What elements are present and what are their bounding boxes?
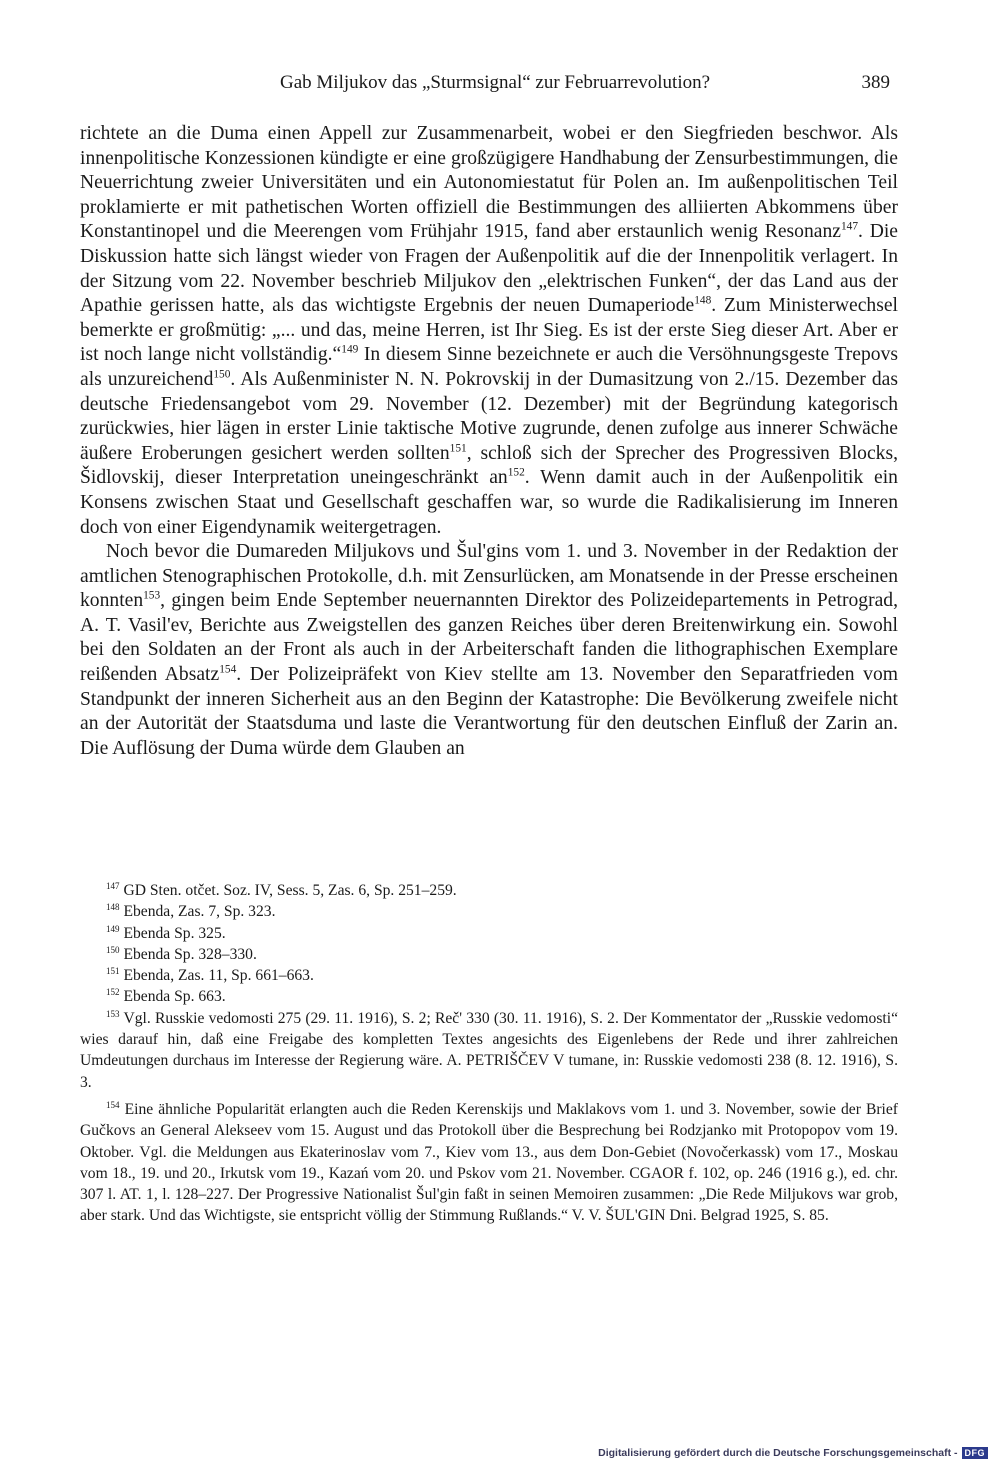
footnote-152 <box>80 986 898 1007</box>
footnote-number: 149 <box>106 923 120 934</box>
footnote-ref-154: 154 <box>219 663 237 676</box>
footnote-text: Ebenda, Zas. 7, Sp. 323. <box>123 903 276 921</box>
paragraph-1 <box>80 122 898 540</box>
footnote-number: 151 <box>106 966 120 976</box>
footnote-150 <box>80 944 898 965</box>
text-run: . Zum Ministerwechsel bemerkte er großmütig: „... und das, meine Herren, ist Ihr Sieg. Es ist der erste Sieg dieser Art. Aber er ist noch lange nicht vollständig.“ <box>80 295 898 366</box>
footnote-text: Ebenda, Zas. 11, Sp. 661–663. <box>123 967 314 985</box>
running-header <box>80 66 898 100</box>
text-run: . Als Außenminister N. N. Pokrovskij in der Dumasitzung von 2./15. Dezember das deutsche Friedensangebot vom 29. November (12. Dezember) mit der Begründung kategorisch zurückwies, hier lägen in erster Linie taktische Motive zugrunde, denen zufolge aus innerer Schwäche äußere Eroberungen gesichert werden sollten <box>80 368 898 464</box>
footnote-151 <box>80 965 898 986</box>
footnote-ref-150: 150 <box>213 368 231 381</box>
text-run: Noch bevor die Dumareden Miljukovs und Šul'gins vom 1. und 3. November in der Redaktion der amtlichen Stenographischen Protokolle, d.h. mit Zensurlücken, am Monatsende in der Presse erscheinen konnten <box>80 541 898 612</box>
footnote-text: Eine ähnliche Popularität erlangten auch die Reden Kerenskijs und Maklakovs vom 1. und 3. November, sowie der Brief Gučkovs an General Alekseev vom 15. August und das Protokoll über die Besprechung bei Rodzjanko mit Protopopov vom 19. Oktober. Vgl. die Meldungen aus Ekaterinoslav vom 7., Kiev vom 13., aus dem Don-Gebiet (Novočerkassk) vom 17., Moskau vom 18., 19. und 20., Irkutsk vom 19., Kazań vom 20. und Pskov vom 21. November. CGAOR f. 102, op. 246 (1916 g.), ed. chr. 307 l. AT. 1, l. 128–227. Der Progressive Nationalist Šul'gin faßt in seinen Memoiren zusammen: „Die Rede Miljukovs war grob, aber stark. Und das Wichtigste, sie entspricht völlig der Stimmung Rußlands.“ V. V. ŠUL'GIN Dni. Belgrad 1925, S. 85. <box>80 1100 898 1225</box>
dfg-logo: DFG <box>962 1447 989 1459</box>
footnote-149 <box>80 923 898 944</box>
footnote-153 <box>80 1008 898 1093</box>
footnote-text: Ebenda Sp. 325. <box>123 924 226 942</box>
paragraph-2 <box>80 540 898 761</box>
footnote-ref-147: 147 <box>840 220 858 233</box>
footnote-ref-153: 153 <box>143 589 161 602</box>
text-run: In diesem Sinne bezeichnete er auch die Versöhnungsgeste Trepovs als unzureichend <box>80 344 898 390</box>
text-run: , schloß sich der Sprecher des Progressiven Blocks, Šidlovskij, dieser Interpretation uneingeschränkt an <box>80 442 898 489</box>
footnote-number: 154 <box>106 1099 120 1110</box>
footnote-154 <box>80 1099 898 1227</box>
credit-text: Digitalisierung gefördert durch die Deutsche Forschungsgemeinschaft - <box>598 1447 958 1459</box>
body-text <box>80 122 898 761</box>
text-run: . Die Diskussion hatte sich längst wieder von Fragen der Außenpolitik auf die der Innenpolitik verlagert. In der Sitzung vom 22. November beschrieb Miljukov den „elektrischen Funken“, der das Land aus der Apathie gerissen hatte, als das wichtigste Ergebnis der neuen Dumaperiode <box>80 221 898 317</box>
footnote-text: GD Sten. otčet. Soz. IV, Sess. 5, Zas. 6, Sp. 251–259. <box>123 882 457 899</box>
footnote-number: 152 <box>106 987 120 998</box>
running-title: Gab Miljukov das „Sturmsignal“ zur Februarrevolution? <box>280 72 711 93</box>
text-run: , gingen beim Ende September neuernannten Direktor des Polizeidepartements in Petrograd, A. T. Vasil'ev, Berichte aus Zweigstellen des ganzen Reiches über deren Breitenwirkung ein. Sowohl bei den Soldaten an der Front als auch in der Arbeiterschaft fanden die lithographischen Exemplare reißenden Absatz <box>80 590 898 686</box>
footnote-text: Ebenda Sp. 328–330. <box>123 945 257 963</box>
footnote-148 <box>80 901 898 922</box>
text-run: . Wenn damit auch in der Außenpolitik ein Konsens zwischen Staat und Gesellschaft geschaffen war, so wurde die Radikalisierung im Inneren doch von einer Eigendynamik weitergetragen. <box>80 467 898 538</box>
footnote-ref-151: 151 <box>449 442 467 455</box>
footnote-text: Vgl. Russkie vedomosti 275 (29. 11. 1916), S. 2; Reč' 330 (30. 11. 1916), S. 2. Der Kommentator der „Russkie vedomosti“ wies darauf hin, daß eine Freigabe des kompletten Textes angesichts des Eigenlebens der Rede und ihrer zahlreichen Umdeutungen durchaus im Interesse der Regierung wäre. A. PETRIŠČEV V tumane, in: Russkie vedomosti 238 (8. 12. 1916), S. 3. <box>80 1009 898 1091</box>
footnote-number: 153 <box>106 1008 120 1019</box>
text-run: richtete an die Duma einen Appell zur Zusammenarbeit, wobei er den Siegfrieden beschwor. Als innenpolitische Konzessionen kündigte er eine großzügigere Handhabung der Zensurbestimmungen, die Neuerrichtung zweier Universitäten und ein Autonomiestatut für Polen an. Im außenpolitischen Teil proklamierte er mit pathetischen Worten offiziell die Bestimmungen des alliierten Abkommens über Konstantinopel und die Meerengen vom Frühjahr 1915, fand aber erstaunlich wenig Resonanz <box>80 123 898 243</box>
footnote-number: 148 <box>106 902 120 913</box>
footnotes <box>80 880 898 1227</box>
footnote-147 <box>80 880 898 901</box>
footnote-ref-152: 152 <box>507 466 525 479</box>
digitization-credit <box>598 1447 988 1459</box>
page-number: 389 <box>861 72 890 93</box>
footnote-number: 147 <box>106 880 120 891</box>
footnote-number: 150 <box>106 944 120 955</box>
text-run: . Der Polizeipräfekt von Kiev stellte am 13. November den Separatfrieden vom Standpunkt der inneren Sicherheit aus an den Beginn der Katastrophe: Die Bevölkerung zweifele nicht an der Autorität der Staatsduma und laste die Verantwortung für den deutschen Einfluß der Zarin an. Die Auflösung der Duma würde dem Glauben an <box>80 664 898 759</box>
footnote-ref-148: 148 <box>694 294 712 307</box>
footnote-ref-149: 149 <box>341 343 359 356</box>
footnote-text: Ebenda Sp. 663. <box>123 988 226 1006</box>
